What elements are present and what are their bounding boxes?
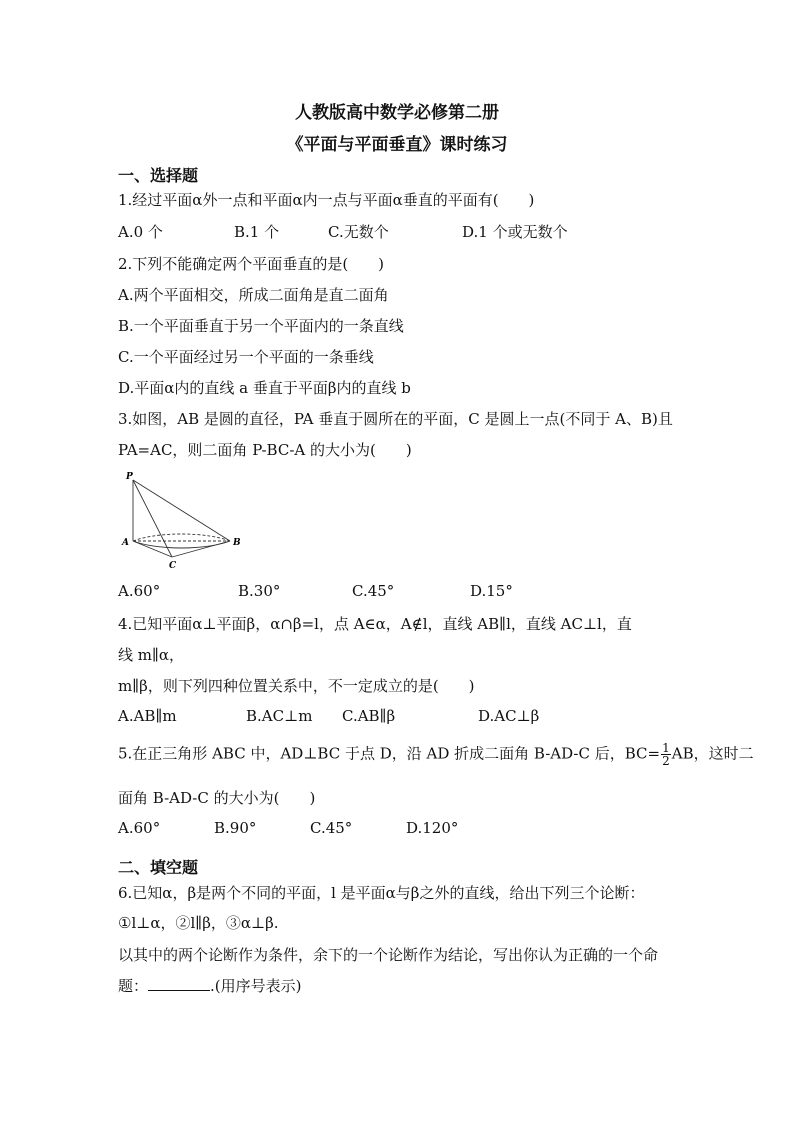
option-c: C.AB∥β (342, 707, 396, 725)
question-3-stem-line2: PA=AC，则二面角 P-BC-A 的大小为( ) (118, 441, 412, 459)
option-a: A.AB∥m (118, 707, 177, 725)
option-d: D.15° (470, 582, 513, 600)
question-4-stem-line1: 4.已知平面α⊥平面β，α∩β=l，点 A∈α，A∉l，直线 AB∥l，直线 AC⊥l，直 (118, 615, 632, 633)
option-a: A.60° (118, 819, 161, 837)
question-6-stem-line2: ①l⊥α，②l∥β，③α⊥β. (118, 914, 279, 932)
segment-pb (133, 480, 230, 541)
fraction-one-half (661, 742, 671, 767)
fraction-denominator: 2 (662, 754, 670, 768)
option-b: B.30° (238, 582, 281, 600)
segment-bc (172, 541, 230, 557)
option-d: D.120° (406, 819, 459, 837)
option-a: A.60° (118, 582, 161, 600)
question-5-stem-part1: 5.在正三角形 ABC 中，AD⊥BC 于点 D，沿 AD 折成二面角 B-AD-C 后，BC= (118, 744, 661, 763)
question-6-stem-line3: 以其中的两个论断作为条件，余下的一个论断作为结论，写出你认为正确的一个命 (118, 946, 659, 964)
segment-ac (133, 541, 172, 557)
question-5-stem-line1 (118, 742, 754, 767)
document-subtitle: 《平面与平面垂直》课时练习 (286, 135, 508, 155)
option-d: D.1 个或无数个 (462, 223, 568, 241)
question-5-stem-line2: 面角 B-AD-C 的大小为( ) (118, 789, 316, 807)
answer-blank[interactable] (148, 976, 210, 991)
option-d: D.AC⊥β (478, 707, 540, 725)
option-c: C.45° (310, 819, 353, 837)
question-6-suffix: .(用序号表示) (210, 977, 302, 995)
fraction-numerator: 1 (662, 741, 670, 755)
option-b: B.AC⊥m (246, 707, 313, 725)
question-4-stem-line2: 线 m∥α， (118, 646, 185, 664)
segment-pc (133, 480, 172, 557)
document-title: 人教版高中数学必修第二册 (295, 103, 499, 123)
geometry-figure (112, 468, 262, 572)
question-1-stem: 1.经过平面α外一点和平面α内一点与平面α垂直的平面有( ) (118, 191, 535, 209)
question-2-option-c: C.一个平面经过另一个平面的一条垂线 (118, 348, 374, 366)
option-c: C.无数个 (328, 223, 389, 241)
option-b: B.90° (214, 819, 257, 837)
label-a: A (122, 538, 129, 548)
section-heading-choice: 一、选择题 (118, 166, 199, 185)
label-p: P (126, 472, 133, 482)
section-heading-fill: 二、填空题 (118, 858, 199, 877)
question-6-stem-line4 (118, 975, 302, 996)
circle-back-arc (133, 534, 230, 541)
question-5-stem-part2: AB，这时二 (671, 744, 754, 763)
question-2-stem: 2.下列不能确定两个平面垂直的是( ) (118, 255, 385, 273)
question-6-prefix: 题： (118, 977, 149, 995)
question-2-option-a: A.两个平面相交，所成二面角是直二面角 (118, 286, 389, 304)
option-a: A.0 个 (118, 223, 163, 241)
question-3-stem-line1: 3.如图，AB 是圆的直径，PA 垂直于圆所在的平面，C 是圆上一点(不同于 A、B)且 (118, 410, 673, 428)
label-b: B (233, 538, 241, 548)
question-6-stem-line1: 6.已知α，β是两个不同的平面，l 是平面α与β之外的直线，给出下列三个论断： (118, 884, 645, 902)
question-2-option-b: B.一个平面垂直于另一个平面内的一条直线 (118, 317, 404, 335)
question-2-option-d: D.平面α内的直线 a 垂直于平面β内的直线 b (118, 379, 411, 397)
label-c: C (169, 561, 177, 571)
option-b: B.1 个 (234, 223, 280, 241)
question-4-stem-line3: m∥β，则下列四种位置关系中，不一定成立的是( ) (118, 677, 475, 695)
option-c: C.45° (352, 582, 395, 600)
